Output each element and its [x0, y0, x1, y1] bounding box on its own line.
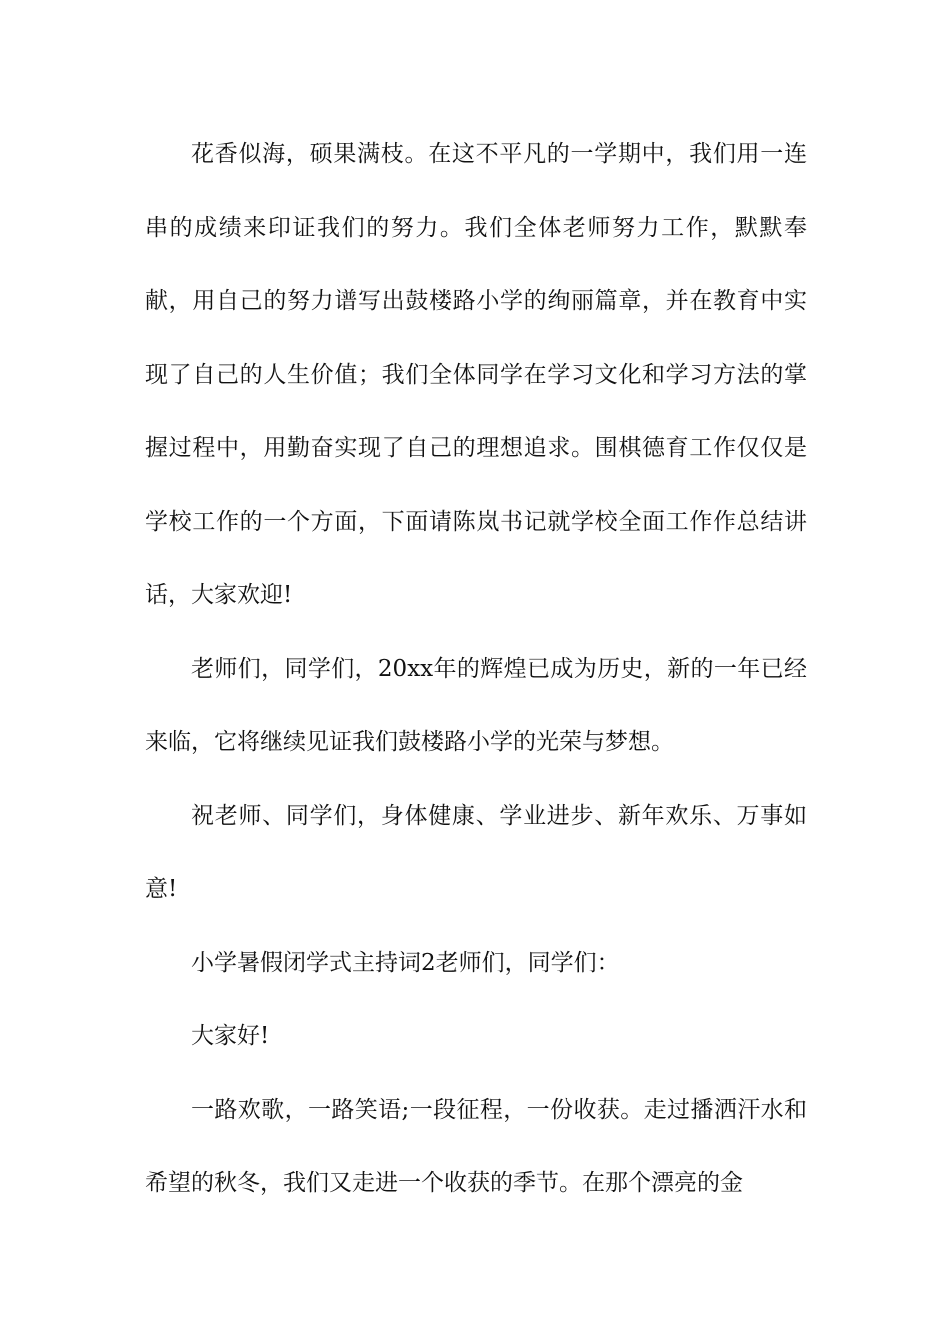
paragraph-1: 花香似海，硕果满枝。在这不平凡的一学期中，我们用一连串的成绩来印证我们的努力。我们全体老师努力工作，默默奉献，用自己的努力谱写出鼓楼路小学的绚丽篇章，并在教育中实现了自己的人生价值；我们全体同学在学习文化和学习方法的掌握过程中，用勤奋实现了自己的理想追求。围棋德育工作仅仅是学校工作的一个方面，下面请陈岚书记就学校全面工作作总结讲话，大家欢迎!: [145, 141, 807, 608]
paragraph-6: 一路欢歌，一路笑语;一段征程，一份收获。走过播洒汗水和希望的秋冬，我们又走进一个收获的季节。在那个漂亮的金: [145, 1096, 807, 1196]
paragraph-3: 祝老师、同学们，身体健康、学业进步、新年欢乐、万事如意!: [145, 802, 807, 902]
document-body: [145, 118, 807, 1221]
paragraph-2: 老师们，同学们，20xx年的辉煌已成为历史，新的一年已经来临，它将继续见证我们鼓楼路小学的光荣与梦想。: [145, 655, 807, 755]
paragraph-5: 大家好!: [191, 1023, 270, 1049]
paragraph-4: 小学暑假闭学式主持词2老师们，同学们：: [191, 949, 620, 976]
